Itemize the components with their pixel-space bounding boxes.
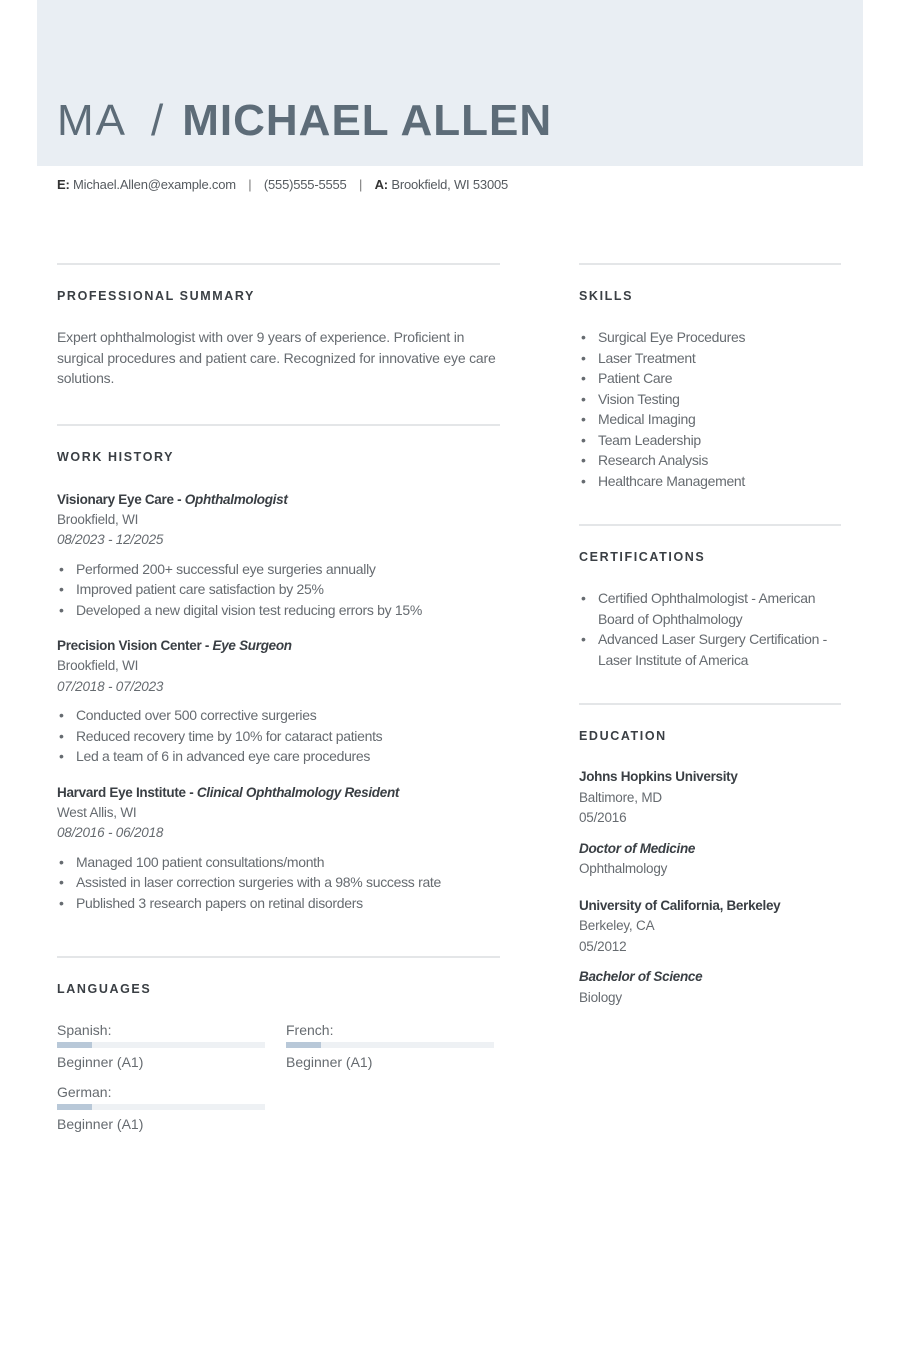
education-entry [579, 896, 841, 1009]
skill-item: • Healthcare Management [579, 471, 841, 492]
language-bar [286, 1042, 494, 1048]
job-role: Clinical Ophthalmology Resident [196, 784, 400, 800]
contact-line [57, 177, 508, 192]
job-bullet: • Conducted over 500 corrective surgeries [57, 705, 500, 726]
language-level: Beginner (A1) [286, 1054, 373, 1070]
education-date: 05/2012 [579, 938, 627, 954]
education-heading: EDUCATION [579, 729, 667, 743]
job-bullets [57, 852, 500, 914]
skill-item: • Surgical Eye Procedures [579, 327, 841, 348]
education-degree: Bachelor of Science [579, 969, 703, 984]
job-dates: 08/2016 - 06/2018 [57, 825, 164, 840]
job-entry [57, 636, 500, 767]
job-location: Brookfield, WI [57, 511, 139, 527]
job-bullet: • Performed 200+ successful eye surgeries annually [57, 559, 500, 580]
education-field: Biology [579, 989, 622, 1005]
languages-list [57, 1020, 500, 1134]
language-name: French: [286, 1022, 334, 1038]
job-title-line [57, 783, 500, 803]
education-location: Berkeley, CA [579, 918, 655, 933]
language-item [57, 1020, 286, 1072]
address-text: Brookfield, WI 53005 [391, 177, 509, 192]
section-divider [57, 263, 500, 265]
skill-item: • Laser Treatment [579, 348, 841, 369]
language-bar-fill [57, 1104, 92, 1110]
name-slash: / [151, 96, 165, 145]
language-item [286, 1020, 500, 1072]
job-company: Visionary Eye Care [57, 491, 174, 507]
phone-text: (555)555-5555 [263, 177, 347, 192]
job-location: Brookfield, WI [57, 658, 139, 673]
job-dates: 08/2023 - 12/2025 [57, 532, 164, 547]
work-history-list [57, 490, 500, 914]
language-item [57, 1082, 286, 1134]
job-bullets [57, 559, 500, 621]
education-entry [579, 767, 841, 880]
skills-list [579, 327, 841, 491]
job-title-dash: - [201, 638, 213, 653]
education-list [579, 767, 841, 1008]
job-bullet: • Developed a new digital vision test reducing errors by 15% [57, 600, 500, 621]
section-divider [579, 524, 841, 526]
language-level: Beginner (A1) [57, 1054, 144, 1070]
skill-item: • Patient Care [579, 368, 841, 389]
job-bullet: • Assisted in laser correction surgeries with a 98% success rate [57, 872, 500, 893]
education-location: Baltimore, MD [579, 789, 662, 805]
language-name: German: [57, 1084, 112, 1100]
skill-item: • Research Analysis [579, 450, 841, 471]
job-bullet: • Published 3 research papers on retinal disorders [57, 893, 500, 914]
section-divider [57, 956, 500, 958]
job-role: Eye Surgeon [212, 638, 292, 653]
job-entry [57, 490, 500, 621]
summary-text: Expert ophthalmologist with over 9 years of experience. Proficient in surgical procedures and patient care. Recognized for innovative eye care solutions. [57, 329, 496, 386]
certification-item: • Advanced Laser Surgery Certification - Laser Institute of America [579, 629, 841, 670]
skill-item: • Team Leadership [579, 430, 841, 451]
language-name: Spanish: [57, 1022, 112, 1038]
summary-heading: PROFESSIONAL SUMMARY [57, 289, 255, 303]
skills-heading: SKILLS [579, 289, 634, 303]
language-bar [57, 1042, 265, 1048]
contact-separator: | [359, 177, 363, 192]
job-entry [57, 783, 500, 914]
email-text: Michael.Allen@example.com [73, 177, 236, 192]
job-title-line [57, 636, 500, 656]
job-company: Harvard Eye Institute [57, 784, 186, 800]
language-bar-fill [57, 1042, 92, 1048]
education-school: University of California, Berkeley [579, 897, 781, 913]
skill-item: • Medical Imaging [579, 409, 841, 430]
languages-heading: LANGUAGES [57, 982, 152, 996]
job-title-dash: - [185, 784, 197, 800]
contact-separator: | [248, 177, 252, 192]
work-history-heading: WORK HISTORY [57, 449, 175, 464]
section-divider [579, 263, 841, 265]
job-bullet: • Reduced recovery time by 10% for cataract patients [57, 726, 500, 747]
email-label: E: [57, 177, 70, 192]
job-bullet: • Improved patient care satisfaction by 25% [57, 579, 500, 600]
education-degree: Doctor of Medicine [579, 840, 696, 856]
full-name: MICHAEL ALLEN [182, 96, 553, 145]
right-column [579, 263, 841, 1008]
job-bullet: • Managed 100 patient consultations/month [57, 852, 500, 873]
language-level: Beginner (A1) [57, 1116, 144, 1132]
name-line [57, 96, 552, 156]
job-title-line [57, 490, 500, 510]
education-school: Johns Hopkins University [579, 769, 738, 784]
job-role: Ophthalmologist [184, 491, 288, 507]
education-field: Ophthalmology [579, 861, 668, 876]
job-bullet: • Led a team of 6 in advanced eye care procedures [57, 746, 500, 767]
certifications-list [579, 588, 841, 670]
name-initials: MA [57, 96, 127, 145]
certifications-heading: CERTIFICATIONS [579, 550, 706, 564]
skill-item: • Vision Testing [579, 389, 841, 410]
left-column [57, 263, 500, 1134]
job-bullets [57, 705, 500, 767]
job-dates: 07/2018 - 07/2023 [57, 678, 164, 694]
address-label: A: [374, 177, 388, 192]
job-title-dash: - [173, 491, 185, 507]
section-divider [579, 703, 841, 705]
language-bar [57, 1104, 265, 1110]
section-divider [57, 424, 500, 426]
certification-item: • Certified Ophthalmologist - American Board of Ophthalmology [579, 588, 841, 629]
language-bar-fill [286, 1042, 321, 1048]
job-company: Precision Vision Center [57, 638, 202, 653]
education-date: 05/2016 [579, 810, 627, 825]
job-location: West Allis, WI [57, 804, 137, 820]
